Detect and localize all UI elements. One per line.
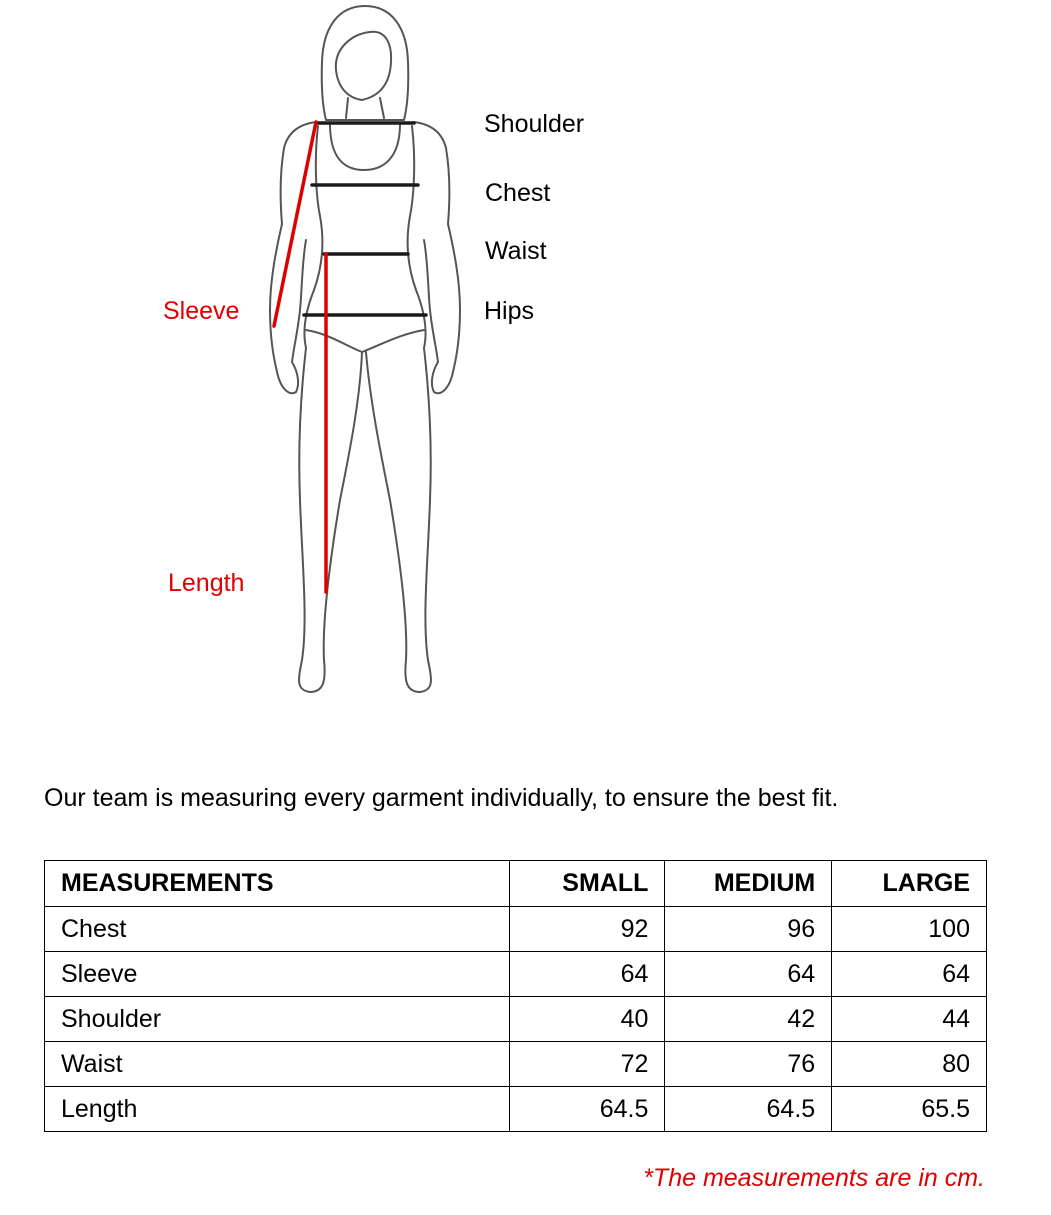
header-measurements: MEASUREMENTS xyxy=(45,861,510,907)
hips-label: Hips xyxy=(484,297,535,325)
row-label: Length xyxy=(45,1087,510,1132)
waist-label: Waist xyxy=(485,237,547,265)
row-label: Sleeve xyxy=(45,952,510,997)
cell-large: 100 xyxy=(832,907,987,952)
shoulder-label: Shoulder xyxy=(484,110,585,138)
cell-large: 64 xyxy=(832,952,987,997)
table-row xyxy=(45,907,987,952)
row-label: Shoulder xyxy=(45,997,510,1042)
intro-text: Our team is measuring every garment individually, to ensure the best fit. xyxy=(44,784,839,812)
cell-small: 40 xyxy=(509,997,665,1042)
chest-label: Chest xyxy=(485,179,551,207)
face-outline xyxy=(336,32,391,100)
header-medium: MEDIUM xyxy=(665,861,832,907)
cell-medium: 96 xyxy=(665,907,832,952)
sleeve-line xyxy=(274,122,316,326)
units-note: *The measurements are in cm. xyxy=(643,1164,985,1192)
table-row xyxy=(45,952,987,997)
cell-medium: 64.5 xyxy=(665,1087,832,1132)
header-large: LARGE xyxy=(832,861,987,907)
cell-small: 64 xyxy=(509,952,665,997)
hair-outline xyxy=(322,6,409,120)
cell-small: 64.5 xyxy=(509,1087,665,1132)
cell-medium: 42 xyxy=(665,997,832,1042)
table-row xyxy=(45,997,987,1042)
cell-medium: 76 xyxy=(665,1042,832,1087)
row-label: Chest xyxy=(45,907,510,952)
cell-small: 72 xyxy=(509,1042,665,1087)
row-label: Waist xyxy=(45,1042,510,1087)
table-header-row xyxy=(45,861,987,907)
cell-large: 44 xyxy=(832,997,987,1042)
length-label: Length xyxy=(168,569,245,597)
cell-small: 92 xyxy=(509,907,665,952)
cell-medium: 64 xyxy=(665,952,832,997)
header-small: SMALL xyxy=(509,861,665,907)
size-table xyxy=(44,860,987,1132)
sleeve-label: Sleeve xyxy=(163,297,240,325)
table-row xyxy=(45,1042,987,1087)
cell-large: 80 xyxy=(832,1042,987,1087)
cell-large: 65.5 xyxy=(832,1087,987,1132)
table-row xyxy=(45,1087,987,1132)
